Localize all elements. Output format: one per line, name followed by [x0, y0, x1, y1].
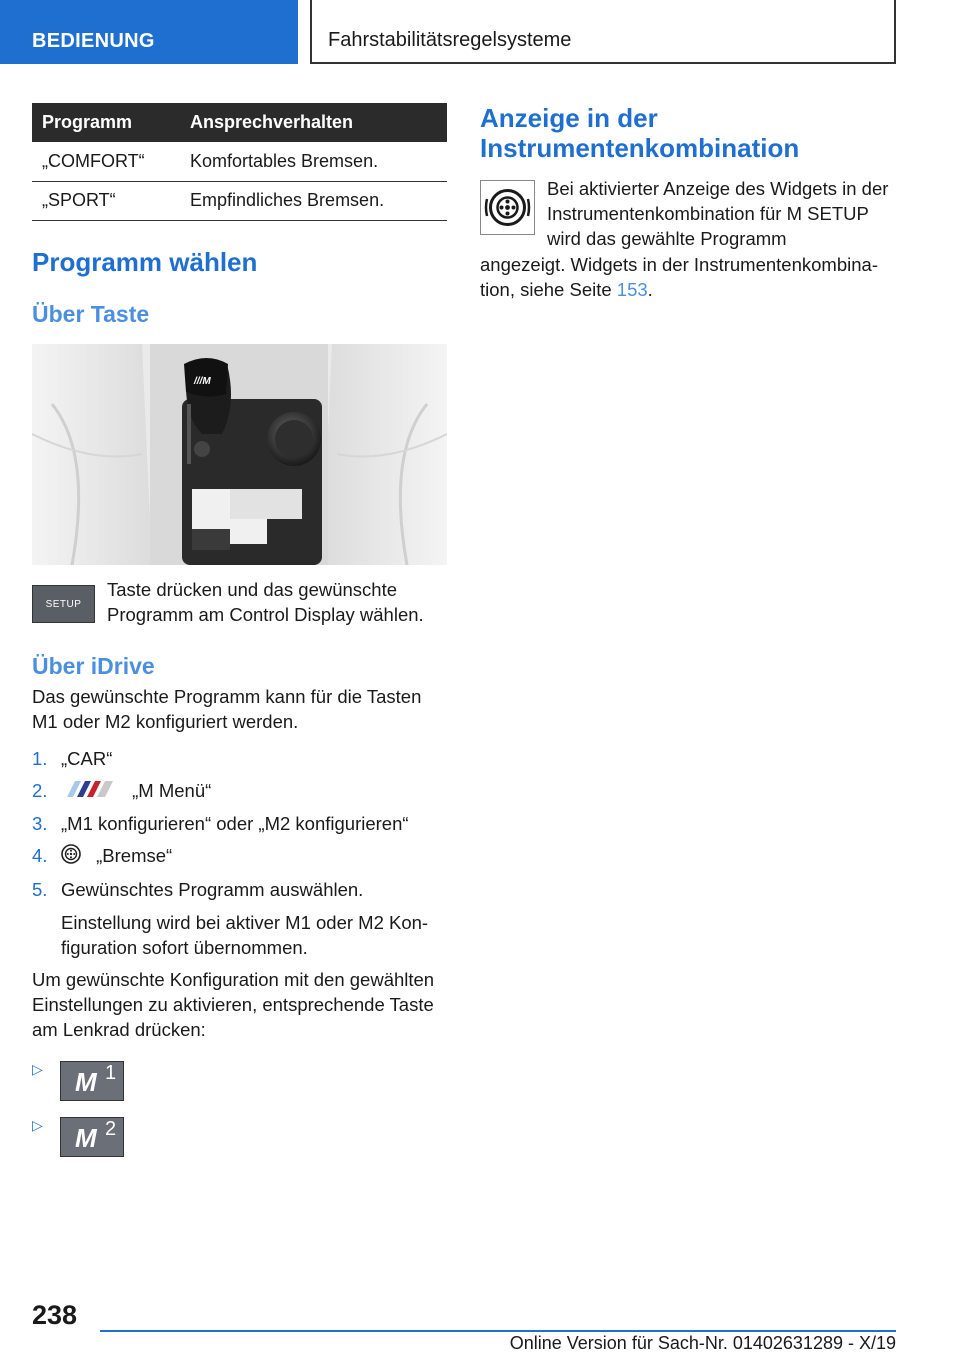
- table-cell: Komfortables Bremsen.: [182, 142, 447, 181]
- widget-text: Bei aktivierter Anzeige des Widgets in der Instrumentenkombination für M SETUP wird das gewählte Programm: [547, 178, 889, 249]
- list-item: [32, 746, 447, 771]
- setup-text: Taste drücken und das gewünschte Programm am Control Display wählen.: [107, 578, 424, 625]
- chapter-title: Fahrstabilitätsregelsysteme: [310, 0, 896, 64]
- table-header: Programm: [32, 103, 182, 142]
- page-link[interactable]: 153: [616, 279, 648, 300]
- widget-text-continued: [480, 252, 895, 302]
- section-heading: Programm wählen: [32, 246, 258, 277]
- table-row: [32, 142, 447, 181]
- widget-text-part: angezeigt. Widgets in der Instrumentenkombination, siehe Seite: [480, 254, 878, 300]
- brake-widget-icon: [480, 180, 535, 235]
- steps-list: [32, 746, 447, 961]
- list-item: [32, 811, 447, 836]
- list-item: [32, 877, 447, 960]
- m2-key-item: [32, 1117, 447, 1173]
- table-row: [32, 181, 447, 220]
- step-text: „Bremse“: [96, 845, 173, 867]
- m-menu-icon: [61, 779, 117, 804]
- subsection-heading: Über Taste: [32, 300, 150, 327]
- step-note: Einstellung wird bei aktiver M1 oder M2 Konfiguration sofort übernommen.: [61, 912, 429, 959]
- list-item: [32, 843, 447, 870]
- page-header: [0, 0, 960, 66]
- step-text: Gewünschtes Programm auswählen.: [61, 879, 364, 901]
- step-text: „M1 konfigurieren“ oder „M2 konfigurieren“: [61, 813, 409, 835]
- m-key-label: M: [75, 1123, 97, 1154]
- right-column: [480, 103, 895, 300]
- step-number: 2.: [32, 779, 48, 801]
- footer-text: Online Version für Sach-Nr. 01402631289 - X/19: [509, 1333, 896, 1353]
- subsection-heading: Über iDrive: [32, 652, 155, 679]
- bullet-icon: ▷: [32, 1061, 43, 1078]
- step-number: 3.: [32, 813, 48, 835]
- m2-steering-button[interactable]: [60, 1117, 124, 1157]
- svg-text:///M: ///M: [194, 375, 211, 387]
- step-text: „CAR“: [61, 747, 113, 769]
- table-cell: „COMFORT“: [32, 142, 182, 181]
- step-number: 4.: [32, 845, 48, 867]
- activate-text: Um gewünschte Konfiguration mit den gewählten Einstellungen zu aktivieren, entsprechende Taste am Lenkrad drücken:: [32, 969, 435, 1041]
- setup-instruction: [32, 578, 447, 655]
- m-key-number: 1: [105, 1062, 117, 1085]
- m-key-label: M: [75, 1067, 97, 1098]
- m1-steering-button[interactable]: [60, 1061, 124, 1101]
- footer-divider: [100, 1330, 896, 1332]
- m1-key-item: [32, 1061, 447, 1117]
- section-tab[interactable]: BEDIENUNG: [0, 0, 298, 64]
- page-number: 238: [32, 1300, 78, 1330]
- brake-disc-icon: [61, 844, 81, 870]
- step-number: 1.: [32, 747, 48, 769]
- widget-text-end: .: [647, 279, 653, 300]
- section-heading: Anzeige in der Instrumentenkombination: [480, 103, 800, 163]
- table-cell: „SPORT“: [32, 181, 182, 220]
- list-item: [32, 778, 447, 805]
- setup-button[interactable]: SETUP: [32, 585, 95, 623]
- center-console-photo: [32, 344, 447, 565]
- idrive-intro: Das gewünschte Programm kann für die Tasten M1 oder M2 konfiguriert werden.: [32, 685, 422, 732]
- step-number: 5.: [32, 879, 48, 901]
- table-cell: Empfindliches Bremsen.: [182, 181, 447, 220]
- left-column: [32, 103, 447, 1173]
- bullet-icon: ▷: [32, 1117, 43, 1134]
- m-key-number: 2: [105, 1118, 117, 1141]
- program-table: [32, 103, 447, 221]
- table-header-row: [32, 103, 447, 142]
- center-console-image: [32, 344, 447, 565]
- step-text: „M Menü“: [132, 779, 212, 801]
- table-header: Ansprechverhalten: [182, 103, 447, 142]
